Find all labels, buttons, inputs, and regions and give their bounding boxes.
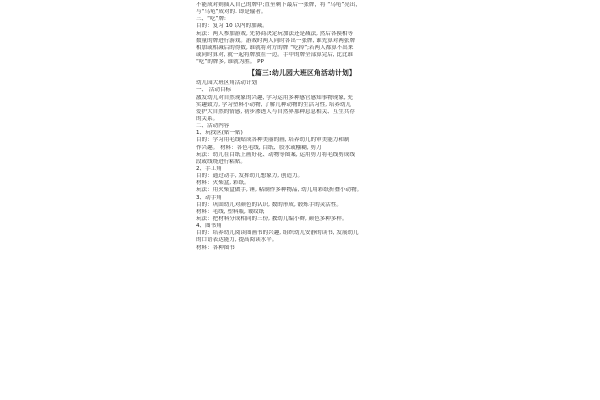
part1-line: 数量的牌进行游戏。游戏时两人同时各出一张牌, 谁先算对两张牌 (196, 37, 355, 44)
part2-line: 作兴趣。 材料：各色毛线, 白纸、胶水或糨糊, 剪刀 (196, 144, 322, 151)
part2-line: 玩法：把材料分成相同的三份, 教幼儿编小辫, 颜色多种多样。 (196, 215, 348, 222)
part2-line: 目的：巩固幼儿对颜色的认识, 数的形成, 锻炼手的灵活性。 (196, 201, 342, 208)
part2-line: 二、活动内容 (196, 123, 230, 130)
part2-line: 3、动手角 (196, 194, 222, 201)
part2-line: 玩法：幼儿在白纸上画好花、动物等图案, 运用剪刀将毛线剪成线 (196, 151, 355, 158)
part2-line: 的关系。 (196, 115, 219, 122)
part2-line: 目的：通过动手, 发挥幼儿想象力, 创造力。 (196, 173, 304, 180)
section-card-game-rules (196, 2, 408, 66)
part2-line: 1、玩找区(贴一贴) (196, 130, 243, 137)
part2-line: 的口语表达能力, 提高阅读水平。 (196, 237, 278, 244)
part2-line: 段或线绕进行粘贴。 (196, 158, 246, 165)
part1-line: “吃”的牌多, 谁就为胜。 PP (196, 59, 264, 66)
part2-line: 一、 活动目标 (196, 87, 232, 94)
part2-line: 爱护大自然的情感, 初步渗透人与自然界那种息息相关、互生共存 (196, 108, 355, 115)
part1-line: 或同时算对, 就一起将牌放在一边。手中的牌全部算完后, 比比谁 (196, 51, 354, 58)
part2-line: 实趣致力, 学习塑料小动物, 了解几种动物的生活习性, 培养幼儿 (196, 101, 352, 108)
section-banner-title: 【篇三:幼儿园大班区角活动计划】 (248, 69, 356, 78)
part1-line: 不能成对则插入自己的牌中;直至剩下最后一张牌，将 “乌龟”亮出， (196, 2, 361, 8)
part1-line: 与“乌龟”成对的. 即是输者。 (196, 9, 267, 16)
part2-line: 材料：毛线, 塑料瓶, 皱纹纸 (196, 208, 265, 215)
part2-line: 激发幼儿对自然现象的兴趣, 学习运用多种感官感知事物现象, 充 (196, 94, 354, 101)
part1-line: 相加或相减后的得数, 谁就将对方的牌 “吃掉”;若两人都算不出来 (196, 44, 354, 51)
section-activity-plan (196, 80, 408, 251)
part1-line: 玩法：两人参加游戏, 先协商决定玩加法还是减法, 然后各摸相等 (196, 30, 354, 37)
part2-line: 材料：各种图书 (196, 244, 235, 251)
part2-line: 玩法：用火柴盒做手, 锤, 粘制作多种物品, 幼儿用彩纸折叠小动物。 (196, 187, 363, 194)
part2-line: 目的：培养幼儿阅读图画书的兴趣, 组织幼儿安静的读书, 发展幼儿 (196, 230, 359, 237)
document-text-column (196, 2, 408, 252)
part2-line: 材料：火柴盒, 彩纸。 (196, 180, 250, 187)
part2-line: 目的：学习用毛线贴成各种美丽的画, 培养幼儿的审美能力和制 (196, 137, 350, 144)
part2-line: 4、图书角 (196, 223, 222, 230)
part2-line: 2、手工角 (196, 165, 222, 172)
part1-line: 目的：复习 10 以内的加减。 (196, 23, 268, 30)
part2-line: 幼儿园大班区角活动计划 (196, 80, 258, 87)
part1-line: 三、“吃”牌: (196, 16, 226, 23)
